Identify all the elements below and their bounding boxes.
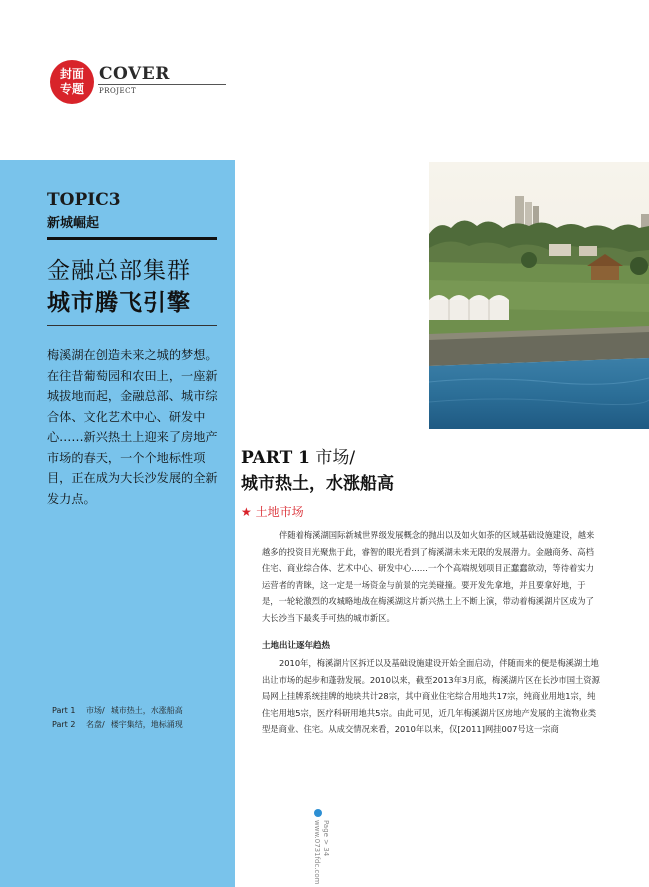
cover-title: COVER bbox=[99, 64, 170, 84]
star-icon: ★ bbox=[241, 505, 252, 519]
toc-item[interactable] bbox=[52, 718, 183, 732]
headline-line2: 城市腾飞引擎 bbox=[47, 290, 191, 316]
topic-rule bbox=[47, 237, 217, 240]
header-divider bbox=[98, 84, 226, 85]
part-number: PART 1 bbox=[241, 448, 310, 468]
page-number: Page > 34 bbox=[322, 820, 330, 857]
badge-line2: 专题 bbox=[59, 82, 84, 96]
badge-line1: 封面 bbox=[59, 67, 84, 81]
toc-section: 名盘/ bbox=[86, 720, 105, 729]
toc-section: 市场/ bbox=[86, 706, 105, 715]
part-heading bbox=[241, 443, 355, 468]
lakeside-photo bbox=[429, 162, 649, 429]
headline-rule bbox=[47, 325, 217, 326]
table-of-contents bbox=[52, 704, 183, 732]
part-subtitle: 城市热土，水涨船高 bbox=[241, 474, 394, 494]
topic-subtitle: 新城崛起 bbox=[47, 216, 100, 231]
intro-paragraph: 梅溪湖在创造未来之城的梦想。在往昔葡萄园和农田上，一座新城拔地而起，金融总部、城市综合体、文化艺术中心、研发中心……新兴热土上迎来了房地产市场的春天，一个个地标性项目，正在成为大长沙发展的全新发力点。 bbox=[47, 348, 218, 506]
subheading: 土地出让逐年趋热 bbox=[262, 641, 331, 651]
section-title: 土地市场 bbox=[255, 505, 304, 519]
toc-item[interactable] bbox=[52, 704, 183, 718]
cover-badge bbox=[50, 60, 94, 104]
section-heading bbox=[241, 503, 304, 520]
page-dot-icon bbox=[314, 809, 322, 817]
topic-label: TOPIC3 bbox=[47, 190, 121, 210]
site-url[interactable]: www.0731fdc.com bbox=[313, 820, 321, 885]
toc-part: Part 2 bbox=[52, 720, 76, 729]
project-label: PROJECT bbox=[99, 87, 137, 95]
body-paragraph: 2010年，梅溪湖片区拆迁以及基础设施建设开始全面启动，伴随而来的便是梅溪湖土地出让市场的起步和蓬勃发展。2010以来，截至2013年3月底，梅溪湖片区在长沙市国土资源局网上挂牌系统挂牌的地块共计28宗，其中商业住宅综合用地共17宗，纯商业用地1宗，纯住宅用地5宗，医疗科研用地共5宗。由此可见，近几年梅溪湖片区房地产发展的主流物业类型是商业、住宅。从成交情况来看，2010年以来，仅[2011]网挂007号这一宗商 bbox=[262, 658, 600, 735]
toc-title: 楼宇集结，地标涌现 bbox=[110, 720, 183, 729]
toc-title: 城市热土，水涨船高 bbox=[110, 706, 183, 715]
body-paragraph: 伴随着梅溪湖国际新城世界级发展概念的抛出以及如火如荼的区域基础设施建设，越来越多的投资目光聚焦于此，睿智的眼光看到了梅溪湖未来无限的发展潜力。金融商务、高档住宅、商业综合体、艺术中心、研发中心……一个个高端规划项目正蠢蠢欲动，等待着实力运营者的青睐，这一定是一场资金与前景的完美碰撞。要开发先拿地，并且要拿好地，于是，一轮轮激烈的攻城略地战在梅溪湖这片新兴热土上不断上演，带动着梅溪湖片区成为了大长沙当下最炙手可热的城市新区。 bbox=[262, 530, 595, 623]
toc-part: Part 1 bbox=[52, 706, 76, 715]
part-section: 市场/ bbox=[315, 448, 356, 468]
headline-line1: 金融总部集群 bbox=[47, 258, 191, 284]
page-footer bbox=[312, 820, 330, 887]
